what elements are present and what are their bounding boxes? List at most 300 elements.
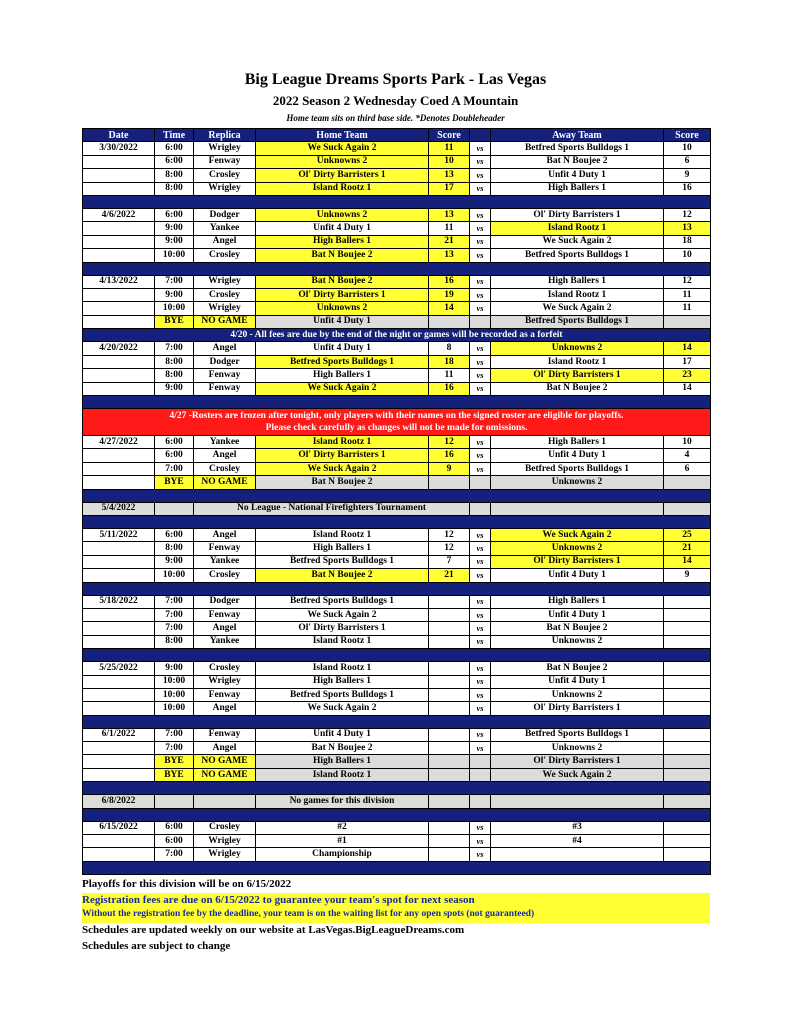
time-cell: 10:00 [155,249,194,262]
away-team-cell: High Ballers 1 [491,275,664,288]
game-row [83,275,711,288]
away-score-cell [664,502,711,515]
separator-row [83,649,711,662]
home-team-cell: Bat N Boujee 2 [256,476,429,489]
away-team-cell: Unfit 4 Duty 1 [491,569,664,582]
away-team-cell: High Ballers 1 [491,436,664,449]
away-score-cell: 6 [664,155,711,168]
vs-cell: vs [470,542,491,555]
home-score-cell: 16 [429,275,470,288]
game-row [83,369,711,382]
date-cell [83,476,155,489]
home-score-cell: 17 [429,182,470,195]
vs-cell: vs [470,622,491,635]
date-cell [83,702,155,715]
page-subtitle: 2022 Season 2 Wednesday Coed A Mountain [272,93,519,108]
home-team-cell: Island Rootz 1 [256,528,429,541]
game-row [83,155,711,168]
away-team-cell: Ol' Dirty Barristers 1 [491,555,664,568]
roster-alert-row [83,409,711,436]
vs-cell: vs [470,302,491,315]
date-cell [83,235,155,248]
vs-cell: vs [470,169,491,182]
replica-cell: Wrigley [194,675,256,688]
game-row [83,462,711,475]
game-row [83,182,711,195]
date-cell [83,555,155,568]
away-score-cell [664,821,711,834]
game-row [83,702,711,715]
game-row [83,555,711,568]
time-cell: 9:00 [155,662,194,675]
away-team-cell: Unfit 4 Duty 1 [491,608,664,621]
home-team-cell: High Ballers 1 [256,675,429,688]
home-score-cell: 12 [429,528,470,541]
home-score-cell [429,622,470,635]
home-team-cell: Unfit 4 Duty 1 [256,222,429,235]
date-cell [83,302,155,315]
away-score-cell [664,848,711,861]
home-team-cell: Betfred Sports Bulldogs 1 [256,355,429,368]
vs-cell: vs [470,688,491,701]
away-team-cell: Betfred Sports Bulldogs 1 [491,142,664,155]
away-team-cell: Island Rootz 1 [491,288,664,301]
home-score-cell [429,608,470,621]
away-score-cell [664,688,711,701]
col-home-score-header: Score [429,129,470,142]
replica-cell [194,795,256,808]
separator-cell [83,515,711,528]
bye-row [83,476,711,489]
away-score-cell: 12 [664,208,711,221]
replica-cell: Fenway [194,542,256,555]
date-cell [83,569,155,582]
vs-cell: vs [470,449,491,462]
separator-row [83,262,711,275]
away-team-cell: Unknowns 2 [491,688,664,701]
home-score-cell [429,595,470,608]
date-cell [83,622,155,635]
separator-row [83,861,711,874]
time-cell: 7:00 [155,275,194,288]
time-cell: 8:00 [155,542,194,555]
away-score-cell: 9 [664,169,711,182]
vs-cell [470,476,491,489]
home-score-cell: 9 [429,462,470,475]
replica-cell: Wrigley [194,142,256,155]
away-score-cell [664,622,711,635]
away-team-cell: High Ballers 1 [491,182,664,195]
date-cell: 4/13/2022 [83,275,155,288]
game-row [83,235,711,248]
game-row [83,728,711,741]
date-cell [83,249,155,262]
away-team-cell: Betfred Sports Bulldogs 1 [491,315,664,328]
game-row [83,222,711,235]
date-cell [83,315,155,328]
replica-cell: Fenway [194,155,256,168]
time-cell: 10:00 [155,675,194,688]
time-cell: 6:00 [155,436,194,449]
home-score-cell: 10 [429,155,470,168]
away-score-cell [664,835,711,848]
away-score-cell [664,675,711,688]
time-cell: 7:00 [155,595,194,608]
home-score-cell: 16 [429,449,470,462]
game-row [83,835,711,848]
home-score-cell [429,662,470,675]
vs-cell: vs [470,848,491,861]
col-replica-header: Replica [194,129,256,142]
vs-cell: vs [470,208,491,221]
no-game-label: NO GAME [194,476,256,489]
separator-cell [83,861,711,874]
away-team-cell [491,502,664,515]
replica-cell: Fenway [194,382,256,395]
home-score-cell: 16 [429,382,470,395]
away-team-cell: Ol' Dirty Barristers 1 [491,208,664,221]
vs-cell: vs [470,249,491,262]
away-score-cell: 14 [664,342,711,355]
game-row [83,382,711,395]
col-home-team-header: Home Team [256,129,429,142]
replica-cell: Angel [194,235,256,248]
col-away-score-header: Score [664,129,711,142]
home-team-cell: Unknowns 2 [256,302,429,315]
separator-cell [83,582,711,595]
home-score-cell [429,476,470,489]
date-cell: 6/8/2022 [83,795,155,808]
away-team-cell: We Suck Again 2 [491,528,664,541]
time-cell: 7:00 [155,622,194,635]
home-score-cell: 11 [429,369,470,382]
game-row [83,449,711,462]
away-team-cell: Unfit 4 Duty 1 [491,675,664,688]
bye-row [83,315,711,328]
away-score-cell: 14 [664,382,711,395]
home-score-cell: 14 [429,302,470,315]
home-team-cell: #1 [256,835,429,848]
vs-cell [470,768,491,781]
home-team-cell: Unfit 4 Duty 1 [256,315,429,328]
bye-label: BYE [155,755,194,768]
vs-cell: vs [470,821,491,834]
away-team-cell: Bat N Boujee 2 [491,662,664,675]
home-team-cell: Ol' Dirty Barristers 1 [256,169,429,182]
home-score-cell: 13 [429,249,470,262]
vs-cell: vs [470,182,491,195]
vs-cell: vs [470,675,491,688]
vs-cell: vs [470,369,491,382]
home-team-cell: We Suck Again 2 [256,462,429,475]
away-team-cell: Unknowns 2 [491,742,664,755]
home-team-cell: Island Rootz 1 [256,635,429,648]
replica-cell: Fenway [194,608,256,621]
fees-notice: 4/20 - All fees are due by the end of the night or games will be recorded as a forfeit [83,329,711,342]
game-row [83,742,711,755]
date-cell [83,182,155,195]
away-team-cell: Unfit 4 Duty 1 [491,449,664,462]
replica-cell: Angel [194,449,256,462]
home-score-cell [429,315,470,328]
time-cell: 10:00 [155,302,194,315]
home-team-cell: Bat N Boujee 2 [256,275,429,288]
vs-cell: vs [470,222,491,235]
away-team-cell: Bat N Boujee 2 [491,382,664,395]
no-game-label: NO GAME [194,755,256,768]
away-score-cell: 13 [664,222,711,235]
time-cell: 8:00 [155,369,194,382]
time-cell [155,795,194,808]
date-cell [83,768,155,781]
bye-label: BYE [155,476,194,489]
away-team-cell: High Ballers 1 [491,595,664,608]
away-team-cell: We Suck Again 2 [491,302,664,315]
game-row [83,342,711,355]
header-note: Home team sits on third base side. *Denotes Doubleheader [286,113,505,123]
bye-row [83,755,711,768]
date-cell [83,169,155,182]
away-team-cell: #3 [491,821,664,834]
home-score-cell: 13 [429,169,470,182]
replica-cell: Crosley [194,662,256,675]
replica-cell: Dodger [194,595,256,608]
col-away-team-header: Away Team [491,129,664,142]
away-team-cell: We Suck Again 2 [491,768,664,781]
waiting-list-note: Without the registration fee by the deadline, your team is on the waiting list for any open spots (not guaranteed) [82,909,535,919]
date-cell: 5/11/2022 [83,528,155,541]
home-team-cell: We Suck Again 2 [256,702,429,715]
home-team-cell: High Ballers 1 [256,369,429,382]
away-score-cell [664,795,711,808]
separator-row [83,489,711,502]
replica-cell: Fenway [194,369,256,382]
home-team-cell: We Suck Again 2 [256,382,429,395]
home-team-cell: Championship [256,848,429,861]
home-score-cell: 7 [429,555,470,568]
time-cell: 9:00 [155,235,194,248]
away-team-cell: Ol' Dirty Barristers 1 [491,702,664,715]
game-row [83,302,711,315]
home-team-cell: High Ballers 1 [256,755,429,768]
time-cell: 8:00 [155,169,194,182]
home-score-cell: 8 [429,342,470,355]
vs-cell [470,315,491,328]
time-cell: 6:00 [155,835,194,848]
away-score-cell [664,755,711,768]
home-team-cell: Unfit 4 Duty 1 [256,342,429,355]
no-games-message: No League - National Firefighters Tournament [194,502,470,515]
date-cell [83,635,155,648]
no-game-label: NO GAME [194,768,256,781]
away-score-cell: 17 [664,355,711,368]
separator-row [83,396,711,409]
away-score-cell [664,476,711,489]
away-team-cell: Unfit 4 Duty 1 [491,169,664,182]
away-team-cell: Betfred Sports Bulldogs 1 [491,249,664,262]
away-score-cell: 10 [664,142,711,155]
separator-cell [83,808,711,821]
time-cell: 10:00 [155,702,194,715]
separator-cell [83,489,711,502]
header-row [83,129,711,142]
away-team-cell: Unknowns 2 [491,635,664,648]
home-team-cell: Island Rootz 1 [256,662,429,675]
game-row [83,662,711,675]
date-cell [83,382,155,395]
home-team-cell: Island Rootz 1 [256,768,429,781]
home-score-cell: 21 [429,569,470,582]
away-team-cell: Betfred Sports Bulldogs 1 [491,728,664,741]
separator-row [83,195,711,208]
col-time-header: Time [155,129,194,142]
vs-cell: vs [470,528,491,541]
home-team-cell: Island Rootz 1 [256,182,429,195]
registration-banner [82,893,710,923]
home-team-cell: Betfred Sports Bulldogs 1 [256,595,429,608]
away-score-cell: 11 [664,288,711,301]
vs-cell: vs [470,728,491,741]
vs-cell: vs [470,342,491,355]
game-row [83,542,711,555]
away-team-cell [491,795,664,808]
replica-cell: Crosley [194,821,256,834]
game-row [83,355,711,368]
away-score-cell: 10 [664,436,711,449]
replica-cell: Wrigley [194,848,256,861]
game-row [83,142,711,155]
fees-notice-row [83,329,711,342]
home-team-cell: Island Rootz 1 [256,436,429,449]
time-cell: 6:00 [155,155,194,168]
home-team-cell: Betfred Sports Bulldogs 1 [256,688,429,701]
bye-row [83,768,711,781]
game-row [83,169,711,182]
away-score-cell [664,768,711,781]
bye-label: BYE [155,768,194,781]
time-cell: 8:00 [155,182,194,195]
col-date-header: Date [83,129,155,142]
date-cell [83,288,155,301]
home-score-cell [429,768,470,781]
away-score-cell: 10 [664,249,711,262]
away-score-cell [664,595,711,608]
separator-cell [83,396,711,409]
time-cell: 7:00 [155,608,194,621]
date-cell [83,355,155,368]
game-row [83,608,711,621]
date-cell [83,848,155,861]
time-cell: 7:00 [155,728,194,741]
replica-cell: Angel [194,702,256,715]
home-team-cell: Bat N Boujee 2 [256,569,429,582]
away-score-cell: 11 [664,302,711,315]
home-score-cell: 18 [429,355,470,368]
away-team-cell: Unknowns 2 [491,476,664,489]
home-team-cell: Ol' Dirty Barristers 1 [256,622,429,635]
game-row [83,675,711,688]
vs-cell: vs [470,235,491,248]
home-score-cell: 12 [429,542,470,555]
away-team-cell: Ol' Dirty Barristers 1 [491,369,664,382]
away-score-cell: 12 [664,275,711,288]
home-team-cell: Ol' Dirty Barristers 1 [256,288,429,301]
time-cell: 7:00 [155,342,194,355]
vs-cell: vs [470,555,491,568]
game-row [83,208,711,221]
away-score-cell [664,635,711,648]
roster-alert-line: Please check carefully as changes will not be made for omissions. [265,423,528,434]
time-cell: 10:00 [155,688,194,701]
time-cell: 9:00 [155,555,194,568]
away-team-cell: Island Rootz 1 [491,355,664,368]
home-team-cell: Unknowns 2 [256,155,429,168]
replica-cell: Yankee [194,436,256,449]
away-team-cell: Ol' Dirty Barristers 1 [491,755,664,768]
replica-cell: Angel [194,742,256,755]
bye-label: BYE [155,315,194,328]
home-score-cell: 12 [429,436,470,449]
replica-cell: Angel [194,528,256,541]
away-score-cell [664,742,711,755]
separator-cell [83,195,711,208]
away-score-cell [664,662,711,675]
vs-cell: vs [470,742,491,755]
time-cell: 8:00 [155,355,194,368]
date-cell: 5/25/2022 [83,662,155,675]
replica-cell: Yankee [194,635,256,648]
away-score-cell: 16 [664,182,711,195]
vs-cell: vs [470,142,491,155]
replica-cell: Crosley [194,462,256,475]
time-cell: 9:00 [155,288,194,301]
schedule-table [82,128,711,875]
registration-note: Registration fees are due on 6/15/2022 to guarantee your team's spot for next season [82,894,475,906]
replica-cell: Crosley [194,169,256,182]
vs-cell: vs [470,462,491,475]
away-score-cell: 6 [664,462,711,475]
home-score-cell [429,795,470,808]
playoffs-note: Playoffs for this division will be on 6/15/2022 [82,878,292,890]
home-team-cell: We Suck Again 2 [256,608,429,621]
vs-cell: vs [470,155,491,168]
date-cell [83,755,155,768]
vs-cell: vs [470,635,491,648]
away-score-cell [664,608,711,621]
vs-cell: vs [470,569,491,582]
vs-cell: vs [470,288,491,301]
away-team-cell: Bat N Boujee 2 [491,155,664,168]
date-cell: 4/27/2022 [83,436,155,449]
replica-cell: Fenway [194,728,256,741]
game-row [83,688,711,701]
home-team-cell: Bat N Boujee 2 [256,742,429,755]
time-cell: 8:00 [155,635,194,648]
home-score-cell [429,688,470,701]
home-team-cell: #2 [256,821,429,834]
home-score-cell [429,755,470,768]
away-team-cell: Unknowns 2 [491,342,664,355]
replica-cell: Yankee [194,555,256,568]
home-score-cell [429,821,470,834]
home-score-cell: 21 [429,235,470,248]
replica-cell: Wrigley [194,275,256,288]
replica-cell: Angel [194,622,256,635]
replica-cell: Wrigley [194,302,256,315]
home-team-cell: High Ballers 1 [256,235,429,248]
date-cell: 6/15/2022 [83,821,155,834]
home-score-cell [429,848,470,861]
